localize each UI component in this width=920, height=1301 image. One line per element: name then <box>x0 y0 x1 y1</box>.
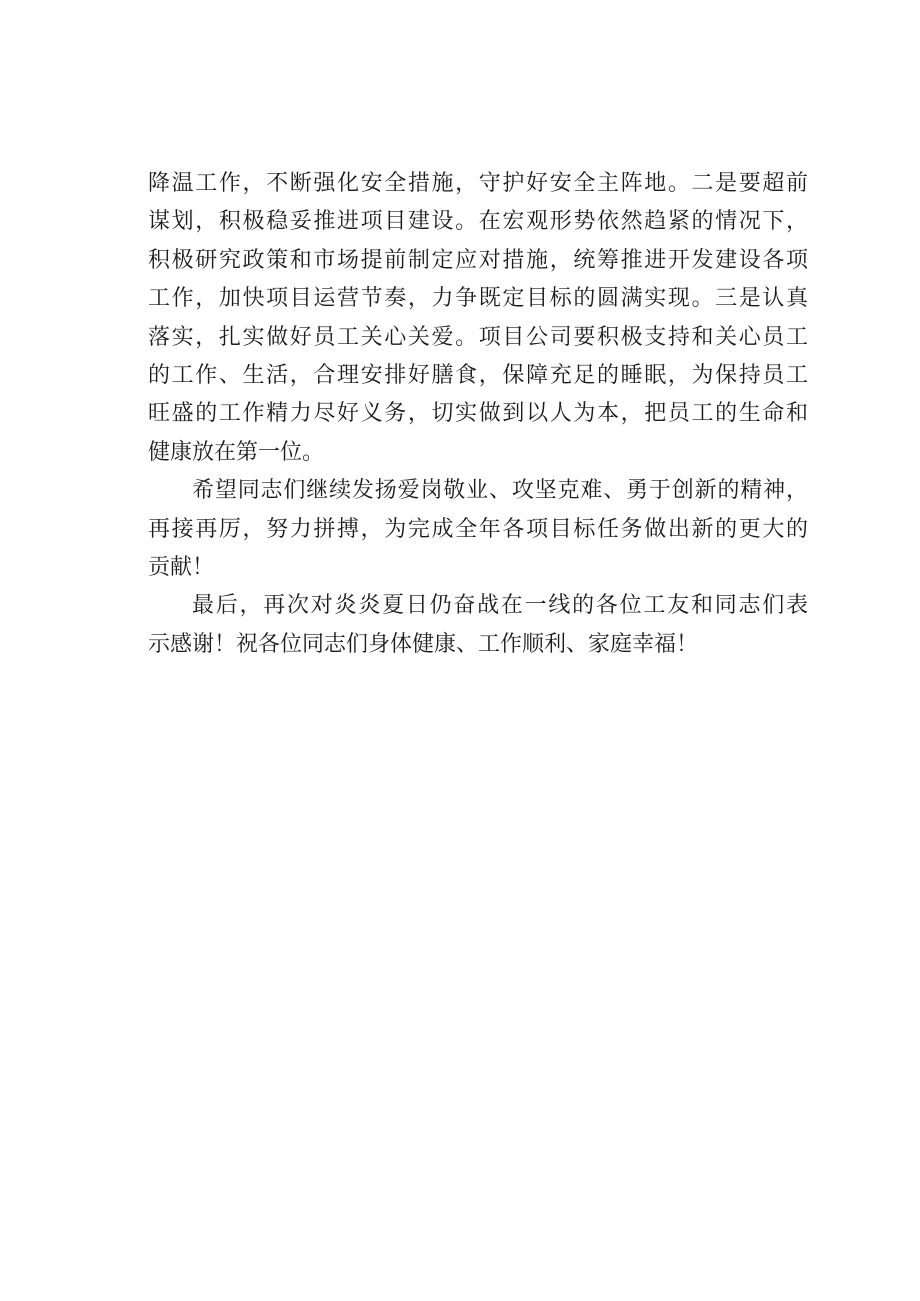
text-line: 积极研究政策和市场提前制定应对措施，统筹推进开发建设各项 <box>148 247 808 273</box>
text-line: 旺盛的工作精力尽好义务，切实做到以人为本，把员工的生命和 <box>148 401 808 427</box>
text-line: 的工作、生活，合理安排好膳食，保障充足的睡眠，为保持员工 <box>148 362 808 388</box>
text-line: 降温工作，不断强化安全措施，守护好安全主阵地。二是要超前 <box>148 171 808 196</box>
document-body <box>148 165 808 664</box>
text-line: 希望同志们继续发扬爱岗敬业、攻坚克难、勇于创新的精神， <box>192 478 808 504</box>
text-line: 最后，再次对炎炎夏日仍奋战在一线的各位工友和同志们表 <box>192 593 808 619</box>
text-line: 落实，扎实做好员工关心关爱。项目公司要积极支持和关心员工 <box>148 324 808 350</box>
text-line: 贡献！ <box>148 554 215 580</box>
paragraph-safety-projects-care <box>148 165 808 472</box>
text-line: 健康放在第一位。 <box>148 439 325 465</box>
text-line: 示感谢！祝各位同志们身体健康、工作顺利、家庭幸福！ <box>148 631 699 657</box>
text-line: 再接再厉，努力拼搏，为完成全年各项目标任务做出新的更大的 <box>148 516 808 542</box>
paragraph-hope <box>148 472 808 587</box>
paragraph-closing-thanks <box>148 587 808 664</box>
text-line: 工作，加快项目运营节奏，力争既定目标的圆满实现。三是认真 <box>148 286 808 312</box>
text-line: 谋划，积极稳妥推进项目建设。在宏观形势依然趋紧的情况下， <box>148 209 808 235</box>
